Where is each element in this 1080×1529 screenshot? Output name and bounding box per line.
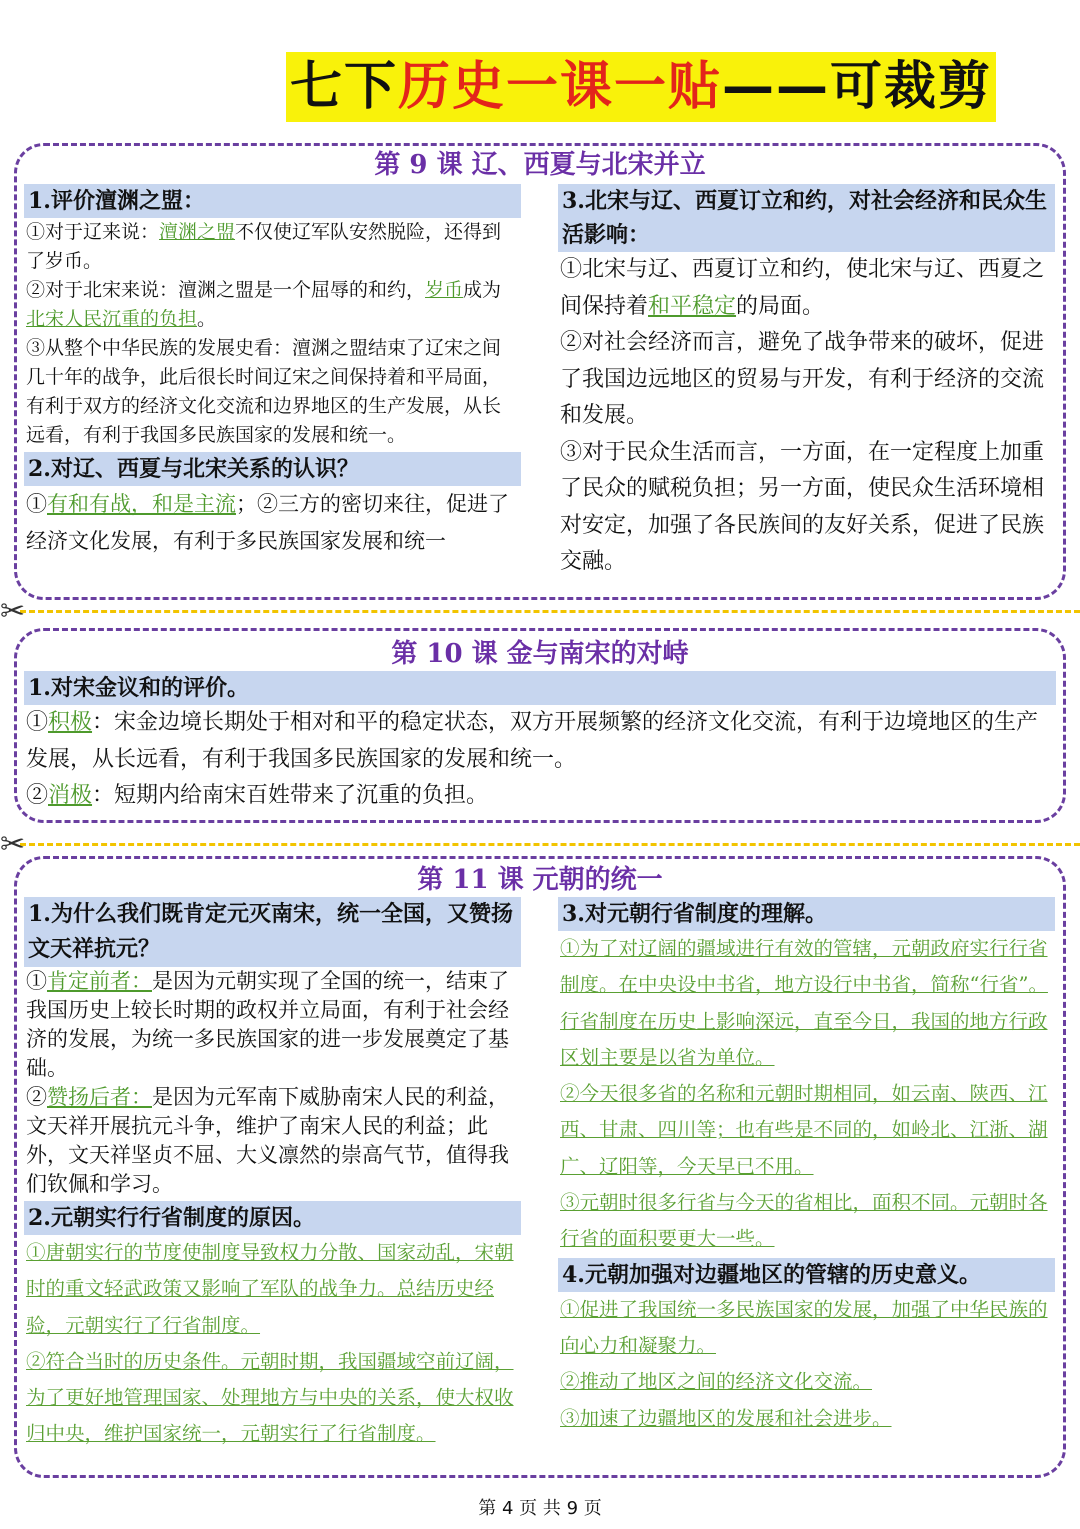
- lesson11-right-column: [558, 897, 1055, 1437]
- lesson9-q2-heading: 2.对辽、西夏与北宋关系的认识？: [24, 452, 521, 486]
- lesson11-title: 第 11 课 元朝的统一: [0, 865, 1080, 895]
- lesson11-q3-point3: ③元朝时很多行省与今天的省相比，面积不同。元朝时各行省的面积要更大一些。: [560, 1191, 1048, 1251]
- lesson9-q3-point2: ②对社会经济而言，避免了战争带来的破坏，促进了我国边远地区的贸易与开发，有利于经济的交流和发展。: [560, 330, 1045, 428]
- lesson9-q3-point1: ①北宋与辽、西夏订立和约，使北宋与辽、西夏之间保持着和平稳定的局面。: [560, 257, 1045, 319]
- title-prefix: 七下: [289, 57, 398, 117]
- lesson9-q1-point2: ②对于北宋来说：澶渊之盟是一个屈辱的和约，岁币成为北宋人民沉重的负担。: [26, 279, 502, 330]
- term-peace: 和平稳定: [648, 293, 737, 319]
- lesson11-q4-point3: ③加速了边疆地区的发展和社会进步。: [560, 1406, 892, 1430]
- cut-line-2: [20, 843, 1080, 846]
- lesson9-title: 第 9 课 辽、西夏与北宋并立: [0, 150, 1080, 180]
- title-highlight: 历史一课一贴: [397, 57, 722, 117]
- term-negative: 消极: [48, 783, 93, 808]
- lesson11-q3-point1: ①为了对辽阔的疆域进行有效的管辖，元朝政府实行行省制度。在中央设中书省，地方设行中书省，简称“行省”。行省制度在历史上影响深远，直至今日，我国的地方行政区划主要是以省为单位。: [560, 937, 1048, 1069]
- lesson9-q3-heading: 3.北宋与辽、西夏订立和约，对社会经济和民众生活影响：: [558, 184, 1055, 252]
- lesson10-q1-heading: 1.对宋金议和的评价。: [24, 671, 1056, 705]
- lesson9-right-column: [558, 184, 1055, 581]
- lesson11-q2-heading: 2.元朝实行行省制度的原因。: [24, 1201, 521, 1235]
- lesson10-title: 第 10 课 金与南宋的对峙: [0, 639, 1080, 669]
- page-number: 第 4 页 共 9 页: [478, 1498, 602, 1519]
- lesson10-content: [24, 671, 1056, 815]
- scissors-icon: ✂: [0, 594, 26, 629]
- term-praise: 赞扬后者：: [47, 1085, 152, 1109]
- lesson11-q2-point1: ①唐朝实行的节度使制度导致权力分散、国家动乱，宋朝时的重文轻武政策又影响了军队的战争力。总结历史经验，元朝实行了行省制度。: [26, 1241, 514, 1337]
- lesson11-q3-point2: ②今天很多省的名称和元朝时期相同，如云南、陕西、江西、甘肃、四川等；也有些是不同的，如岭北、江浙、湖广、辽阳等，今天早已不用。: [560, 1082, 1048, 1178]
- lesson11-q4-point1: ①促进了我国统一多民族国家的发展，加强了中华民族的向心力和凝聚力。: [560, 1297, 1048, 1357]
- lesson9-left-column: [24, 184, 521, 560]
- term-chanyuan: 澶渊之盟: [159, 221, 236, 243]
- cut-line: [20, 610, 1080, 613]
- term-affirm: 肯定前者：: [47, 969, 152, 993]
- lesson11-q4-point2: ②推动了地区之间的经济文化交流。: [560, 1370, 873, 1394]
- lesson9-q1-heading: 1.评价澶渊之盟：: [24, 184, 521, 218]
- lesson11-q2-point2: ②符合当时的历史条件。元朝时期，我国疆域空前辽阔，为了更好地管理国家、处理地方与中央的关系，使大权收归中央，维护国家统一，元朝实行了行省制度。: [26, 1349, 514, 1446]
- lesson10-q1-point2: ②消极：短期内给南宋百姓带来了沉重的负担。: [26, 783, 489, 808]
- lesson11-q1-heading: 1.为什么我们既肯定元灭南宋，统一全国，又赞扬文天祥抗元？: [24, 897, 521, 967]
- term-main-trend: 有和有战，和是主流: [47, 492, 236, 516]
- lesson9-q1-point1: ①对于辽来说：澶渊之盟不仅使辽军队安然脱险，还得到了岁币。: [26, 221, 502, 272]
- term-suibi: 岁币: [425, 279, 464, 301]
- scissors-icon-2: ✂: [0, 827, 26, 862]
- lesson9-q2-point: ①有和有战，和是主流；②三方的密切来往，促进了经济文化发展，有利于多民族国家发展和统一: [26, 492, 509, 553]
- lesson11-q1-point1: ①肯定前者：是因为元朝实现了全国的统一，结束了我国历史上较长时期的政权并立局面，有利于社会经济的发展，为统一多民族国家的进一步发展奠定了基础。: [26, 969, 509, 1080]
- title-suffix: ——可裁剪: [722, 57, 993, 117]
- lesson11-q1-point2: ②赞扬后者：是因为元军南下威胁南宋人民的利益，文天祥开展抗元斗争，维护了南宋人民的利益；此外，文天祥坚贞不屈、大义凛然的崇高气节，值得我们钦佩和学习。: [26, 1085, 509, 1196]
- term-burden: 北宋人民沉重的负担: [26, 308, 198, 330]
- page-title: [286, 52, 996, 122]
- lesson10-q1-point1: ①积极：宋金边境长期处于相对和平的稳定状态，双方开展频繁的经济文化交流，有利于边境地区的生产发展，从长远看，有利于我国多民族国家的发展和统一。: [26, 710, 1039, 772]
- lesson9-q1-point3: ③从整个中华民族的发展史看：澶渊之盟结束了辽宋之间几十年的战争，此后很长时间辽宋之间保持着和平局面，有利于双方的经济文化交流和边界地区的生产发展，从长远看，有利于我国多民族国家的发展和统一。: [26, 337, 502, 446]
- lesson11-left-column: [24, 897, 521, 1453]
- lesson9-q3-point3: ③对于民众生活而言，一方面，在一定程度上加重了民众的赋税负担；另一方面，使民众生活环境相对安定，加强了各民族间的友好关系，促进了民族交融。: [560, 439, 1045, 574]
- lesson11-q3-heading: 3.对元朝行省制度的理解。: [558, 897, 1055, 931]
- term-positive: 积极: [48, 710, 93, 735]
- lesson11-q4-heading: 4.元朝加强对边疆地区的管辖的历史意义。: [558, 1258, 1055, 1292]
